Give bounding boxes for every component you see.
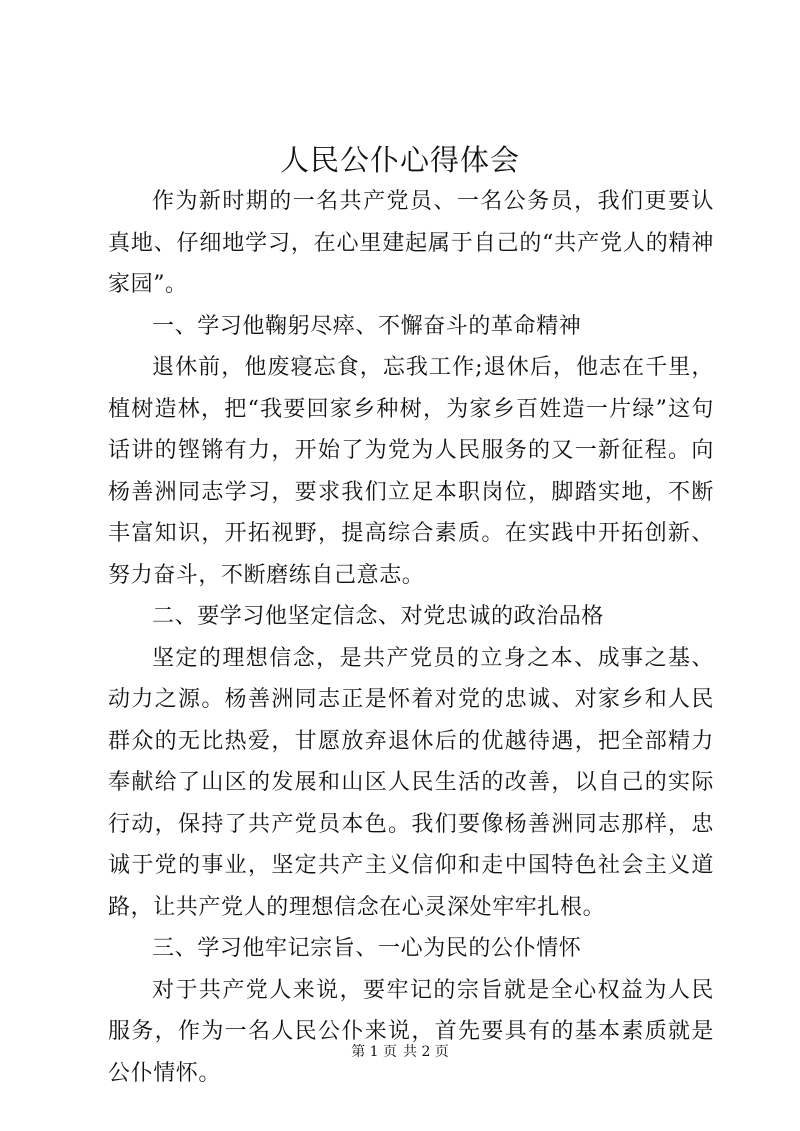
section-heading-1: 一、学习他鞠躬尽瘁、不懈奋斗的革命精神 — [152, 313, 582, 339]
paragraph-section-1: 退休前，他废寝忘食，忘我工作;退休后，他志在千里，植树造林，把“我要回家乡种树，为家乡百姓造一片绿”这句话讲的铿锵有力，开始了为党为人民服务的又一新征程。向杨善洲同志学习，要求我们立足本职岗位，脚踏实地，不断丰富知识，开拓视野，提高综合素质。在实践中开拓创新、努力奋斗，不断磨练自己意志。 — [108, 355, 714, 588]
document-title: 人民公仆心得体会 — [279, 143, 520, 177]
page-total: 共 2 页 — [403, 1044, 449, 1060]
section-heading-2: 二、要学习他坚定信念、对党忠诚的政治品格 — [152, 604, 605, 629]
paragraph-intro: 作为新时期的一名共产党员、一名公务员，我们更要认真地、仔细地学习，在心里建起属于自己的“共产党人的精神家园”。 — [108, 189, 714, 297]
page-number: 第 1 页 — [351, 1044, 397, 1060]
section-heading-3: 三、学习他牢记宗旨、一心为民的公仆情怀 — [152, 936, 582, 961]
paragraph-section-2: 坚定的理想信念，是共产党员的立身之本、成事之基、动力之源。杨善洲同志正是怀着对党的忠诚、对家乡和人民群众的无比热爱，甘愿放弃退休后的优越待遇，把全部精力奉献给了山区的发展和山区人民生活的改善，以自己的实际行动，保持了共产党员本色。我们要像杨善洲同志那样，忠诚于党的事业，坚定共产主义信仰和走中国特色社会主义道路，让共产党人的理想信念在心灵深处牢牢扎根。 — [108, 645, 714, 920]
page-footer — [0, 1042, 800, 1062]
document-body — [108, 181, 714, 1094]
paragraph-section-3: 对于共产党人来说，要牢记的宗旨就是全心权益为人民服务，作为一名人民公仆来说，首先要具有的基本素质就是公仆情怀。 — [108, 977, 714, 1086]
